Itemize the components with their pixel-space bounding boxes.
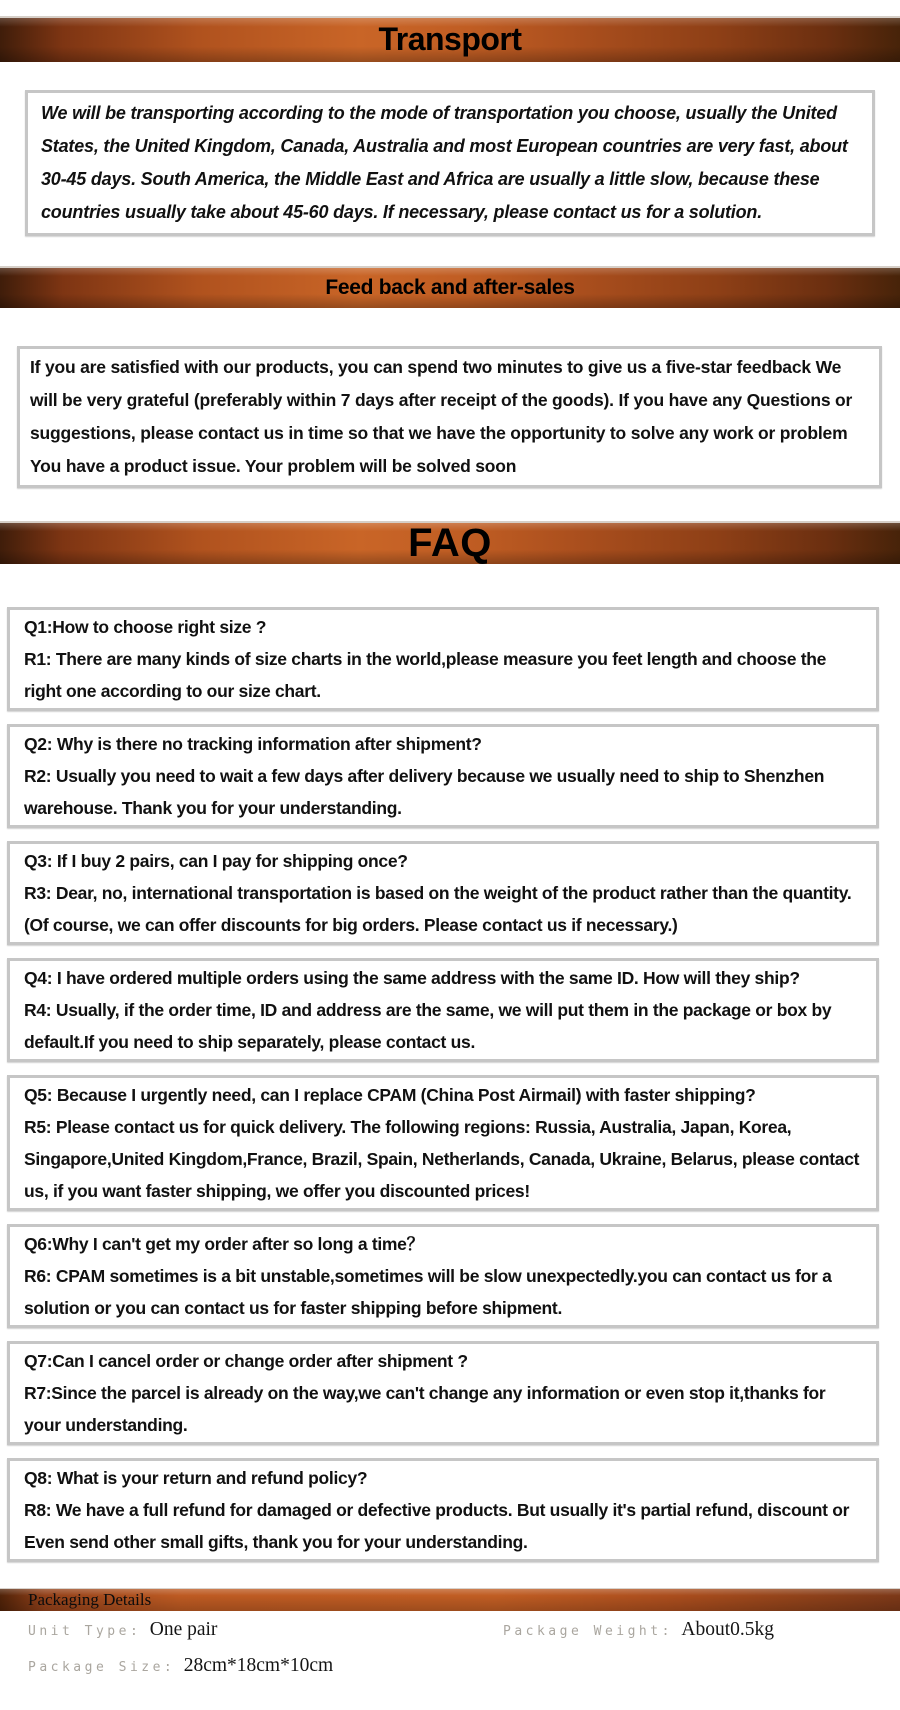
faq-question: Q8: What is your return and refund policy? — [24, 1468, 368, 1488]
faq-title: FAQ — [408, 521, 492, 565]
faq-question: Q7:Can I cancel order or change order after shipment ? — [24, 1351, 468, 1371]
faq-question: Q5: Because I urgently need, can I replace CPAM (China Post Airmail) with faster shipping? — [24, 1085, 756, 1105]
faq-question: Q1:How to choose right size ? — [24, 617, 267, 637]
faq-section-header — [0, 521, 900, 564]
package-weight-label: Package Weight: — [503, 1624, 673, 1639]
faq-question: Q4: I have ordered multiple orders using the same address with the same ID. How will they ship? — [24, 968, 800, 988]
packaging-fields — [0, 1619, 900, 1683]
faq-answer: R7:Since the parcel is already on the way,we can't change any information or even stop it,thanks for your understanding. — [24, 1383, 826, 1435]
faq-answer: R2: Usually you need to wait a few days after delivery because we usually need to ship to Shenzhen warehouse. Thank you for your understanding. — [24, 766, 825, 818]
faq-item — [7, 1341, 879, 1445]
faq-answer: R5: Please contact us for quick delivery. The following regions: Russia, Australia, Japan, Korea, Singapore,United Kingdom,France, Brazil, Spain, Netherlands, Canada, Ukraine, Belarus, please contact us, if you want faster shipping, we offer you discounted prices! — [24, 1117, 860, 1201]
faq-item — [7, 724, 879, 828]
packaging-row — [28, 1619, 900, 1647]
package-size-label: Package Size: — [28, 1660, 176, 1675]
faq-item — [7, 841, 879, 945]
faq-item — [7, 1075, 879, 1211]
faq-answer: R1: There are many kinds of size charts in the world,please measure you feet length and choose the right one according to our size chart. — [24, 649, 827, 701]
faq-answer: R8: We have a full refund for damaged or defective products. But usually it's partial refund, discount or Even send other small gifts, thank you for your understanding. — [24, 1500, 850, 1552]
packaging-details-header — [0, 1588, 900, 1611]
faq-item — [7, 1458, 879, 1562]
faq-answer: R6: CPAM sometimes is a bit unstable,sometimes will be slow unexpectedly.you can contact us for a solution or you can contact us for faster shipping before shipment. — [24, 1266, 832, 1318]
transport-title: Transport — [378, 21, 522, 57]
packaging-row — [28, 1655, 900, 1683]
transport-info-panel — [25, 90, 875, 236]
faq-question: Q6:Why I can't get my order after so long a time？ — [24, 1234, 424, 1254]
feedback-title: Feed back and after-sales — [325, 276, 575, 299]
transport-body-text: We will be transporting according to the mode of transportation you choose, usually the United States, the United Kingdom, Canada, Australia and most European countries are very fast, about 30-45 days. South America, the Middle East and Africa are usually a little slow, because these countries usually take about 45-60 days. If necessary, please contact us for a solution. — [41, 103, 848, 222]
unit-type-value: One pair — [149, 1619, 218, 1640]
transport-section-header — [0, 16, 900, 62]
unit-type-label: Unit Type: — [28, 1624, 142, 1639]
faq-question: Q3: If I buy 2 pairs, can I pay for shipping once? — [24, 851, 408, 871]
package-size-value: 28cm*18cm*10cm — [183, 1655, 334, 1676]
packaging-details-title: Packaging Details — [28, 1590, 152, 1609]
feedback-section-header — [0, 266, 900, 308]
feedback-info-panel — [17, 346, 882, 488]
faq-item — [7, 607, 879, 711]
faq-answer: R4: Usually, if the order time, ID and address are the same, we will put them in the package or box by default.If you need to ship separately, please contact us. — [24, 1000, 832, 1052]
package-size-field — [28, 1655, 334, 1676]
faq-question: Q2: Why is there no tracking information after shipment? — [24, 734, 482, 754]
faq-item — [7, 1224, 879, 1328]
faq-answer: R3: Dear, no, international transportation is based on the weight of the product rather than the quantity. (Of course, we can offer discounts for big orders. Please contact us if necessary.) — [24, 883, 852, 935]
unit-type-field — [28, 1619, 218, 1640]
package-weight-value: About0.5kg — [681, 1619, 774, 1640]
feedback-body-text: If you are satisfied with our products, you can spend two minutes to give us a five-star feedback We will be very grateful (preferably within 7 days after receipt of the goods). If you have any Questions or suggestions, please contact us in time so that we have the opportunity to solve any work or problem You have a product issue. Your problem will be solved soon — [30, 357, 853, 476]
package-weight-field — [503, 1619, 774, 1641]
faq-item — [7, 958, 879, 1062]
